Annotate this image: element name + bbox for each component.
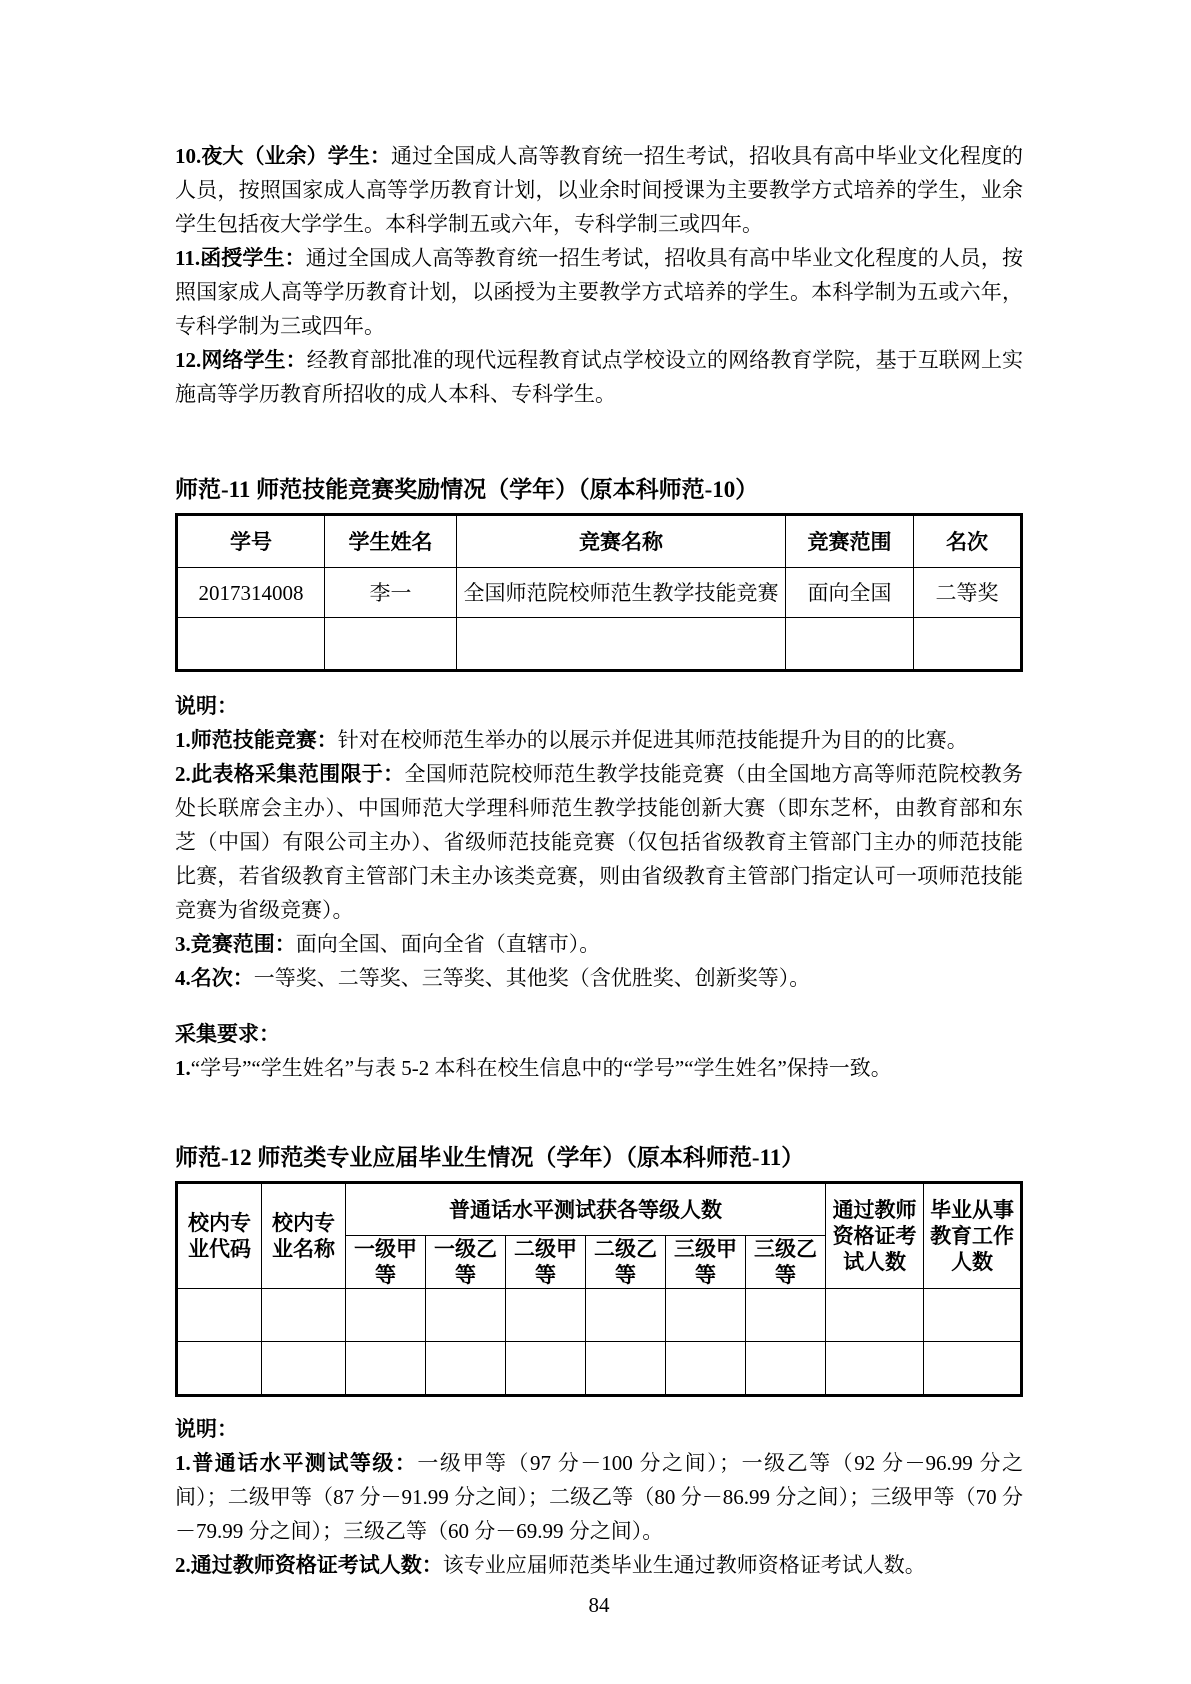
table2-cell-empty bbox=[746, 1289, 826, 1342]
note-item bbox=[175, 723, 1023, 757]
table2-header-row-1 bbox=[177, 1183, 1022, 1236]
table1-cell-empty bbox=[457, 618, 786, 671]
table1-header-cell: 名次 bbox=[914, 515, 1022, 568]
table2-header-major-name: 校内专业名称 bbox=[262, 1183, 346, 1289]
note-label: 4.名次： bbox=[175, 966, 254, 990]
table2-cell-empty bbox=[924, 1289, 1022, 1342]
table1-notes-title: 说明： bbox=[175, 694, 238, 718]
table2-header-putonghua-group: 普通话水平测试获各等级人数 bbox=[346, 1183, 826, 1236]
table2-cell-empty bbox=[666, 1289, 746, 1342]
note-text: 针对在校师范生举办的以展示并促进其师范技能提升为目的的比赛。 bbox=[337, 728, 968, 752]
note-label: 2.通过教师资格证考试人数： bbox=[175, 1553, 443, 1577]
table2-empty-row bbox=[177, 1289, 1022, 1342]
note-label: 2.此表格采集范围限于： bbox=[175, 762, 405, 786]
note-label: 1.师范技能竞赛： bbox=[175, 728, 338, 752]
table2-header-level: 三级甲等 bbox=[666, 1236, 746, 1289]
note-item bbox=[175, 757, 1023, 927]
table2-notes-title: 说明： bbox=[175, 1417, 238, 1441]
page-number: 84 bbox=[588, 1593, 610, 1617]
table1-data-row bbox=[177, 568, 1022, 618]
table2-header-level: 一级乙等 bbox=[426, 1236, 506, 1289]
table2-cell-empty bbox=[826, 1342, 924, 1396]
note-text: 该专业应届师范类毕业生通过教师资格证考试人数。 bbox=[442, 1553, 926, 1577]
table2-cell-empty bbox=[177, 1289, 262, 1342]
table2-notes bbox=[175, 1446, 1023, 1582]
table1-header-cell: 竞赛范围 bbox=[786, 515, 914, 568]
table1-header-cell: 竞赛名称 bbox=[457, 515, 786, 568]
table2-cell-empty bbox=[426, 1289, 506, 1342]
note-label: 3.竞赛范围： bbox=[175, 932, 296, 956]
table2-header-teacher-cert: 通过教师资格证考试人数 bbox=[826, 1183, 924, 1289]
table2-cell-empty bbox=[346, 1342, 426, 1396]
table2-cell-empty bbox=[426, 1342, 506, 1396]
table2-cell-empty bbox=[586, 1289, 666, 1342]
table2-cell-empty bbox=[586, 1342, 666, 1396]
note-text: 一级甲等（97 分－100 分之间）；一级乙等（92 分－96.99 分之间）；二级甲等（87 分－91.99 分之间）；二级乙等（80 分－86.99 分之间）；三级甲等（70 分－79.99 分之间）；三级乙等（60 分－69.99 分之间）。 bbox=[175, 1451, 1024, 1543]
table2-title: 师范-12 师范类专业应届毕业生情况（学年）（原本科师范-11） bbox=[175, 1145, 805, 1170]
page-content bbox=[175, 0, 1023, 1620]
table2-cell-empty bbox=[346, 1289, 426, 1342]
table2-cell-empty bbox=[506, 1342, 586, 1396]
definition-text: 通过全国成人高等教育统一招生考试，招收具有高中毕业文化程度的人员，按照国家成人高等学历教育计划，以函授为主要教学方式培养的学生。本科学制为五或六年，专科学制为三或四年。 bbox=[175, 246, 1024, 338]
table1-header-cell: 学生姓名 bbox=[325, 515, 457, 568]
definitions-section bbox=[175, 0, 1023, 411]
table2-cell-empty bbox=[826, 1289, 924, 1342]
table1-cell-rank: 二等奖 bbox=[914, 568, 1022, 618]
table2-header-level: 二级乙等 bbox=[586, 1236, 666, 1289]
table2-cell-empty bbox=[666, 1342, 746, 1396]
table1-cell-empty bbox=[914, 618, 1022, 671]
definition-label: 10.夜大（业余）学生： bbox=[175, 144, 391, 168]
note-label: 1.普通话水平测试等级： bbox=[175, 1451, 418, 1475]
note-item bbox=[175, 1548, 1023, 1582]
table1-cell-student-id: 2017314008 bbox=[177, 568, 325, 618]
table2-header-level: 一级甲等 bbox=[346, 1236, 426, 1289]
note-text: 全国师范院校师范生教学技能竞赛（由全国地方高等师范院校教务处长联席会主办）、中国师范大学理科师范生教学技能创新大赛（即东芝杯，由教育部和东芝（中国）有限公司主办）、省级师范技能竞赛（仅包括省级教育主管部门主办的师范技能比赛，若省级教育主管部门未主办该类竞赛，则由省级教育主管部门指定认可一项师范技能竞赛为省级竞赛）。 bbox=[175, 762, 1024, 922]
note-text: 一等奖、二等奖、三等奖、其他奖（含优胜奖、创新奖等）。 bbox=[253, 966, 811, 990]
table1-cell-empty bbox=[177, 618, 325, 671]
table2-cell-empty bbox=[262, 1342, 346, 1396]
definition-label: 12.网络学生： bbox=[175, 348, 307, 372]
table1-header-cell: 学号 bbox=[177, 515, 325, 568]
table1-empty-row bbox=[177, 618, 1022, 671]
table1-title: 师范-11 师范技能竞赛奖励情况（学年）（原本科师范-10） bbox=[175, 477, 759, 502]
table2-empty-row bbox=[177, 1342, 1022, 1396]
table2-graduates bbox=[175, 1181, 1023, 1397]
table1-cell-competition-name: 全国师范院校师范生教学技能竞赛 bbox=[457, 568, 786, 618]
table1-cell-empty bbox=[325, 618, 457, 671]
requirements-title: 采集要求： bbox=[175, 1022, 280, 1046]
table1-cell-student-name: 李一 bbox=[325, 568, 457, 618]
table1-notes bbox=[175, 723, 1023, 995]
table2-cell-empty bbox=[506, 1289, 586, 1342]
definition-paragraph bbox=[175, 139, 1023, 241]
definition-paragraph bbox=[175, 343, 1023, 411]
table1-cell-empty bbox=[786, 618, 914, 671]
table1-competition-awards bbox=[175, 513, 1023, 672]
definition-text: 通过全国成人高等教育统一招生考试，招收具有高中毕业文化程度的人员，按照国家成人高等学历教育计划，以业余时间授课为主要教学方式培养的学生，业余学生包括夜大学学生。本科学制五或六年，专科学制三或四年。 bbox=[175, 144, 1024, 236]
note-item bbox=[175, 927, 1023, 961]
requirement-text: “学号”“学生姓名”与表 5-2 本科在校生信息中的“学号”“学生姓名”保持一致。 bbox=[190, 1056, 892, 1080]
note-item bbox=[175, 1446, 1023, 1548]
table2-cell-empty bbox=[177, 1342, 262, 1396]
table1-header-row bbox=[177, 515, 1022, 568]
note-text: 面向全国、面向全省（直辖市）。 bbox=[295, 932, 601, 956]
requirement-item bbox=[175, 1051, 1023, 1085]
definition-text: 经教育部批准的现代远程教育试点学校设立的网络教育学院，基于互联网上实施高等学历教育所招收的成人本科、专科学生。 bbox=[175, 348, 1024, 406]
table2-header-education-work: 毕业从事教育工作人数 bbox=[924, 1183, 1022, 1289]
table2-cell-empty bbox=[746, 1342, 826, 1396]
table2-header-level: 三级乙等 bbox=[746, 1236, 826, 1289]
definition-label: 11.函授学生： bbox=[175, 246, 306, 270]
requirement-label: 1. bbox=[175, 1056, 191, 1080]
table2-header-major-code: 校内专业代码 bbox=[177, 1183, 262, 1289]
table2-header-level: 二级甲等 bbox=[506, 1236, 586, 1289]
table2-cell-empty bbox=[924, 1342, 1022, 1396]
note-item bbox=[175, 961, 1023, 995]
table1-cell-competition-scope: 面向全国 bbox=[786, 568, 914, 618]
requirements bbox=[175, 1051, 1023, 1085]
definition-paragraph bbox=[175, 241, 1023, 343]
table2-cell-empty bbox=[262, 1289, 346, 1342]
